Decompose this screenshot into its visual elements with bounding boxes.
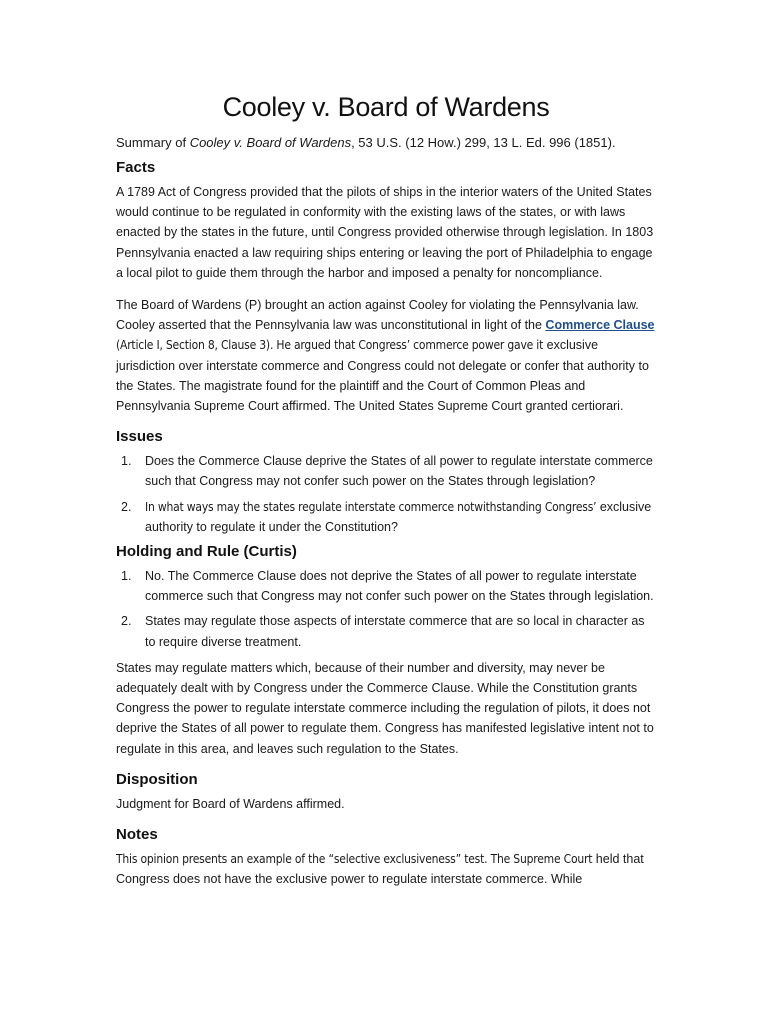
list-item <box>116 497 656 537</box>
disposition-text: Judgment for Board of Wardens affirmed. <box>116 796 345 811</box>
case-citation: , 53 U.S. (12 How.) 299, 13 L. Ed. 996 (1851). <box>351 135 616 150</box>
facts-paragraph-1: A 1789 Act of Congress provided that the pilots of ships in the interior waters of the United States would continue to be regulated in conformity with the existing laws of the states, or with laws enacted by the states in the future, until Congress provided otherwise through legislation. In 1803 Pennsylvania enacted a law requiring ships entering or leaving the port of Philadelphia to engage a local pilot to guide them through the harbor and imposed a penalty for noncompliance. <box>116 185 654 280</box>
notes-paragraph <box>116 849 656 889</box>
case-summary-line <box>116 133 656 153</box>
case-name: Cooley v. Board of Wardens <box>189 135 352 150</box>
facts-heading: Facts <box>116 159 156 176</box>
facts-paragraph-2 <box>116 295 656 416</box>
page-title: Cooley v. Board of Wardens <box>222 92 550 122</box>
issue-text: Does the Commerce Clause deprive the States of all power to regulate interstate commerce such that Congress may not confer such power on the States through legislation? <box>145 454 653 489</box>
notes-text-b: held that Congress does not have the exclusive power to regulate interstate commerce. While <box>116 852 644 887</box>
document-page <box>116 92 656 901</box>
holding-paragraph: States may regulate matters which, because of their number and diversity, may never be adequately dealt with by Congress under the Commerce Clause. While the Constitution grants Congress the power to regulate interstate commerce including the regulation of pilots, it does not deprive the States of all power to regulate them. Congress has manifested legislative intent not to regulate in this area, and leaves such regulation to the States. <box>116 660 654 756</box>
notes-heading: Notes <box>116 826 158 844</box>
issue-number: 1. <box>121 454 132 469</box>
facts-p2-text-b: (Article I, Section 8, Clause 3). He argued that Congress’ commerce power gave it <box>116 338 544 353</box>
holding-number: 2. <box>121 614 132 629</box>
commerce-clause-link[interactable]: Commerce Clause <box>545 318 655 333</box>
holding-text: No. The Commerce Clause does not deprive the States of all power to regulate interstate commerce such that Congress may not confer such power on the States through legislation. <box>145 569 654 604</box>
facts-p2-text-c: exclusive jurisdiction over interstate commerce and Congress could not delegate or confer that authority to the States. The magistrate found for the plaintiff and the Court of Common Pleas and Pennsylvania Supreme Court affirmed. The United States Supreme Court granted certiorari. <box>116 338 649 414</box>
issue-number: 2. <box>121 499 132 514</box>
list-item <box>116 611 656 651</box>
facts-p2-text-a: The Board of Wardens (P) brought an action against Cooley for violating the Pennsylvania law. Cooley asserted that the Pennsylvania law was unconstitutional in light of the <box>116 298 639 333</box>
issue-text-a: In what ways may the states regulate interstate commerce notwithstanding Congress’ <box>145 499 597 514</box>
list-item <box>116 566 656 606</box>
summary-prefix: Summary of <box>116 135 190 150</box>
issues-heading: Issues <box>116 428 163 446</box>
holding-heading: Holding and Rule (Curtis) <box>116 543 297 561</box>
list-item <box>116 451 656 491</box>
holding-list <box>116 566 656 652</box>
holding-text: States may regulate those aspects of interstate commerce that are so local in character as to require diverse treatment. <box>145 614 645 649</box>
issues-list <box>116 451 656 537</box>
holding-number: 1. <box>121 569 132 584</box>
issue-text-b: exclusive authority to regulate it under the Constitution? <box>145 499 652 534</box>
notes-text-a: This opinion presents an example of the “selective exclusiveness” test. The Supreme Court <box>116 852 593 867</box>
disposition-heading: Disposition <box>116 770 198 788</box>
